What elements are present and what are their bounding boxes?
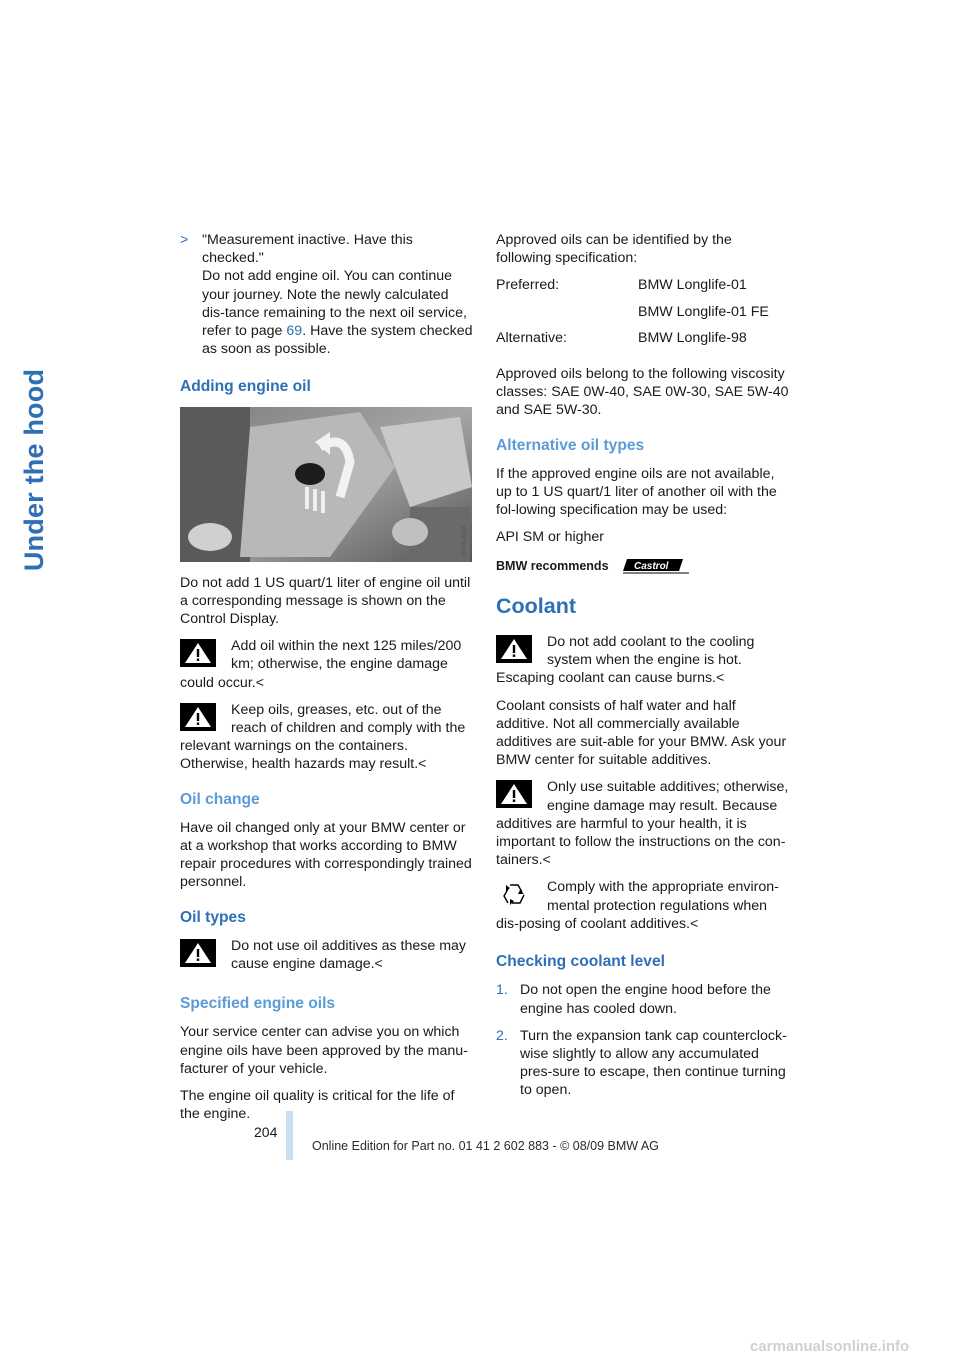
- warning-additives-text: Only use suitable additives; otherwise, engine damage may result. Because additives are harmful to your health, it is important to follow the instructions on the con-tainers.<: [496, 779, 789, 869]
- oil-types-heading: Oil types: [180, 908, 246, 926]
- alternative-oil-text: If the approved engine oils are not available, up to 1 US quart/1 liter of another oil with the fol-lowing specification may be used:: [496, 465, 777, 519]
- specified-oils-text1: Your service center can advise you on which engine oils have been approved by the manu-facturer of your vehicle.: [180, 1024, 468, 1077]
- engine-bay-photo: [180, 407, 472, 562]
- bullet-body: [202, 267, 474, 358]
- viscosity-text: Approved oils belong to the following viscosity classes: SAE 0W-40, SAE 0W-30, SAE 5W-40 and SAE 5W-30.: [496, 366, 789, 419]
- page-reference-link[interactable]: 69: [286, 323, 303, 340]
- engine-photo-illustration: [180, 407, 472, 562]
- warning-keep-oils-text: Keep oils, greases, etc. out of the reach of children and comply with the relevant warnings on the containers. Otherwise, health hazards may result.<: [180, 701, 466, 773]
- bullet-body-text-end: . Have the system checked as soon as possible.: [202, 323, 473, 358]
- spec-row: [496, 329, 769, 355]
- step-number: 1.: [496, 982, 508, 999]
- checking-coolant-heading: Checking coolant level: [496, 953, 665, 971]
- specified-oils-heading: Specified engine oils: [180, 995, 336, 1013]
- watermark: carmanualsonline.info: [750, 1338, 910, 1355]
- coolant-steps: [496, 981, 790, 1099]
- recycle-icon: [496, 880, 532, 908]
- warning-add-oil-text: Add oil within the next 125 miles/200 km; otherwise, the engine damage could occur.<: [180, 638, 462, 691]
- bullet-quote: "Measurement inactive. Have this checked.": [202, 232, 413, 267]
- warning-oil-additives: [180, 937, 474, 973]
- bmw-recommends: [496, 557, 790, 575]
- oil-change-text: Have oil changed only at your BMW center or at a workshop that works according to BMW repair procedures with correspondingly trained personnel.: [180, 819, 472, 891]
- page-number: 204: [254, 1124, 278, 1140]
- left-column: [180, 231, 474, 1133]
- warning-add-oil: [180, 637, 474, 692]
- adding-oil-text: Do not add 1 US quart/1 liter of engine oil until a corresponding message is shown on the Control Display.: [180, 574, 471, 628]
- castrol-logo-text: Castrol: [633, 560, 668, 572]
- bullet-body-text: Do not add engine oil. You can continue your journey. Note the newly calculated dis-tance remaining to the next oil service, refer to page: [202, 268, 467, 340]
- api-text: API SM or higher: [496, 529, 605, 546]
- warning-oil-additives-text: Do not use oil additives as these may cause engine damage.<: [231, 937, 467, 973]
- warning-triangle-icon: [180, 939, 216, 967]
- list-item: [496, 1027, 790, 1100]
- castrol-logo-icon: [621, 557, 691, 575]
- spec-value: BMW Longlife-01: [638, 277, 747, 294]
- spec-table: [496, 276, 769, 355]
- warning-additives: [496, 778, 790, 869]
- warning-hot-coolant: [496, 633, 790, 688]
- warning-triangle-icon: [180, 639, 216, 667]
- warning-hot-coolant-text: Do not add coolant to the cooling system when the engine is hot. Escaping coolant can cause burns.<: [496, 634, 755, 687]
- spec-row: [496, 303, 769, 329]
- warning-triangle-icon: [496, 635, 532, 663]
- step-text: Do not open the engine hood before the engine has cooled down.: [520, 982, 771, 1017]
- adding-engine-oil-heading: Adding engine oil: [180, 378, 311, 396]
- spec-label: Alternative:: [496, 329, 567, 346]
- spec-row: [496, 276, 769, 302]
- step-text: Turn the expansion tank cap counterclock-wise slightly to allow any accumulated pres-sure to escape, then continue turning to open.: [520, 1027, 787, 1099]
- recommends-label: BMW recommends: [496, 558, 609, 573]
- warning-keep-oils: [180, 701, 474, 774]
- oil-change-heading: Oil change: [180, 790, 260, 808]
- environment-note: [496, 878, 790, 933]
- alternative-oil-types-heading: Alternative oil types: [496, 436, 645, 454]
- status-message-bullet: [180, 231, 474, 358]
- coolant-text: Coolant consists of half water and half additive. Not all commercially available additives are suit-able for your BMW. Ask your BMW center for suitable additives.: [496, 697, 787, 769]
- sidebar-title-text: Under the hood: [18, 368, 49, 572]
- spec-value: BMW Longlife-01 FE: [638, 303, 769, 320]
- coolant-heading: Coolant: [496, 593, 577, 618]
- spec-label: Preferred:: [496, 277, 560, 294]
- approved-intro: Approved oils can be identified by the following specification:: [496, 232, 732, 267]
- footer-accent-bar: [286, 1111, 293, 1160]
- bullet-marker: >: [180, 232, 189, 248]
- list-item: [496, 981, 790, 1017]
- environment-note-text: Comply with the appropriate environ-mental protection regulations when dis-posing of coolant additives.<: [496, 879, 779, 932]
- warning-triangle-icon: [496, 780, 532, 808]
- edition-footer: Online Edition for Part no. 01 41 2 602 883 - © 08/09 BMW AG: [312, 1139, 659, 1153]
- spec-label: [496, 303, 638, 329]
- step-number: 2.: [496, 1027, 508, 1044]
- right-column: [496, 231, 790, 1109]
- photo-code: MV04-0204: [462, 525, 468, 557]
- warning-triangle-icon: [180, 703, 216, 731]
- spec-value: BMW Longlife-98: [638, 329, 747, 346]
- specified-oils-text2: The engine oil quality is critical for the life of the engine.: [180, 1088, 455, 1123]
